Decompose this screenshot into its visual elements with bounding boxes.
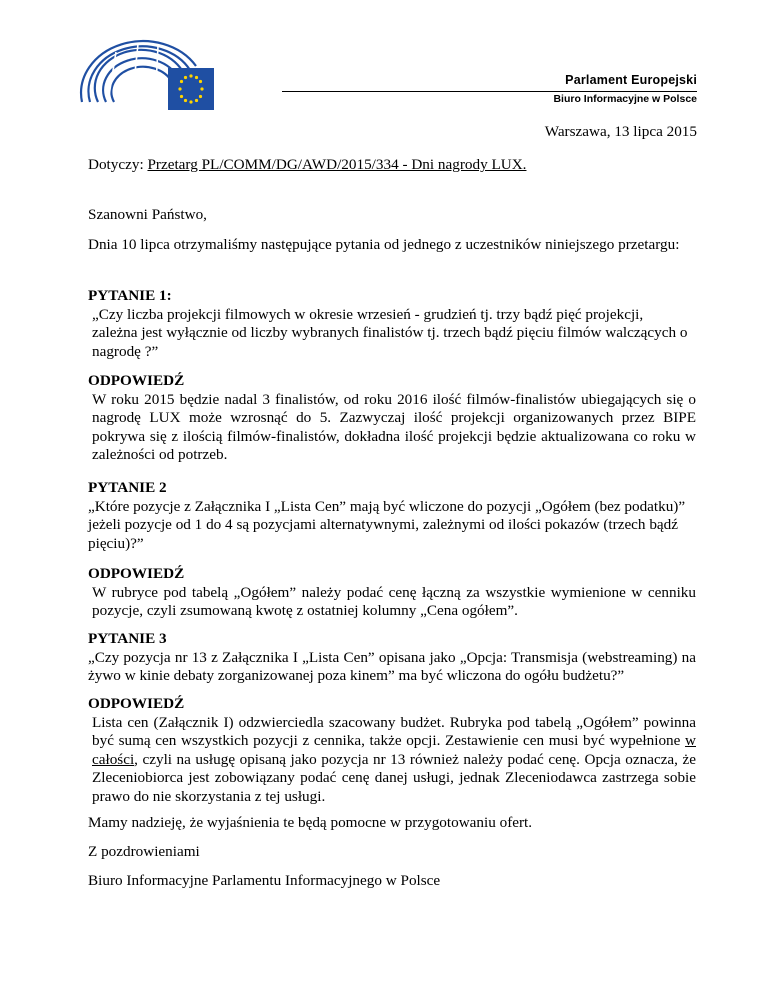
letter-date: Warszawa, 13 lipca 2015 xyxy=(544,123,697,140)
header-rule xyxy=(282,91,697,92)
subject-line xyxy=(88,156,526,175)
question-1 xyxy=(88,287,696,361)
answer-2-text: W rubryce pod tabelą „Ogółem” należy podać cenę łączną za wszystkie wymienione w cenniku pozycje, czyli zsumowaną kwotę z ostatniej kolumny „Cena ogółem”. xyxy=(92,583,696,619)
answer-2-label: ODPOWIEDŹ xyxy=(88,565,185,582)
answer-2 xyxy=(88,565,696,621)
european-parliament-logo xyxy=(78,36,218,116)
intro-paragraph: Dnia 10 lipca otrzymaliśmy następujące pytania od jednego z uczestników niniejszego przetargu: xyxy=(88,236,680,253)
eu-flag-icon xyxy=(168,68,214,110)
answer-1-text: W roku 2015 będzie nadal 3 finalistów, od roku 2016 ilość filmów-finalistów ubiegających się o nagrodę LUX może wzrosnąć do 5. Zazwyczaj ilość projekcji organizowanych przez BIPE pokrywa się z ilością filmów-finalistów, dokładna ilość projekcji będzie aktualizowana co roku w zależności od potrzeb. xyxy=(92,390,696,463)
question-2-text: „Które pozycje z Załącznika I „Lista Cen” mają być wliczone do pozycji „Ogółem (bez podatku)” jeżeli pozycje od 1 do 4 są pozycjami alternatywnymi, zależnymi od ilości pokazów (trzech bądź pięciu)?” xyxy=(88,497,686,552)
closing-paragraph: Mamy nadzieję, że wyjaśnienia te będą pomocne w przygotowaniu ofert. xyxy=(88,814,533,831)
regards: Z pozdrowieniami xyxy=(88,843,200,860)
answer-3-underlined: w całości xyxy=(92,732,696,768)
question-2-label: PYTANIE 2 xyxy=(88,479,167,496)
answer-1 xyxy=(88,372,696,465)
question-1-text: „Czy liczba projekcji filmowych w okresie wrzesień - grudzień tj. trzy bądź pięć projekcji, zależna jest wyłącznie od liczby wybranych finalistów tj. trzech bądź pięciu filmów walczących o nagrodę ?” xyxy=(92,305,688,360)
question-2 xyxy=(88,479,696,553)
question-1-label: PYTANIE 1: xyxy=(88,287,172,304)
signature: Biuro Informacyjne Parlamentu Informacyjnego w Polsce xyxy=(88,872,441,889)
answer-3-text-part1: Lista cen (Załącznik I) odzwierciedla szacowany budżet. Rubryka pod tabelą „Ogółem” powinna być sumą cen wszystkich pozycji z cennika, także opcji. Zestawienie cen musi być wypełnione xyxy=(92,713,696,749)
subject-text: Przetarg PL/COMM/DG/AWD/2015/334 - Dni nagrody LUX. xyxy=(147,156,527,173)
subject-prefix: Dotyczy: xyxy=(88,156,148,173)
org-name: Parlament Europejski xyxy=(565,73,697,87)
question-3 xyxy=(88,630,696,686)
question-3-label: PYTANIE 3 xyxy=(88,630,167,647)
letterhead xyxy=(553,73,697,105)
answer-3-text xyxy=(88,714,696,807)
answer-1-label: ODPOWIEDŹ xyxy=(88,372,185,389)
answer-3 xyxy=(88,695,696,806)
org-office: Biuro Informacyjne w Polsce xyxy=(553,93,697,105)
answer-3-text-part2: , czyli na usługę opisaną jako pozycja nr 13 również należy podać cenę. Opcja oznacza, że Zleceniobiorca jest zobowiązany podać cenę danej usługi, jednak Zleceniodawca zastrzega sobie prawo do nie skorzystania z tej usługi. xyxy=(92,750,696,805)
question-3-text: „Czy pozycja nr 13 z Załącznika I „Lista Cen” opisana jako „Opcja: Transmisja (webstreaming) na żywo w kinie debaty zorganizowanej poza kinem” ma być wliczona do ogółu budżetu?” xyxy=(88,648,696,684)
answer-3-label: ODPOWIEDŹ xyxy=(88,695,185,712)
greeting: Szanowni Państwo, xyxy=(88,206,207,223)
